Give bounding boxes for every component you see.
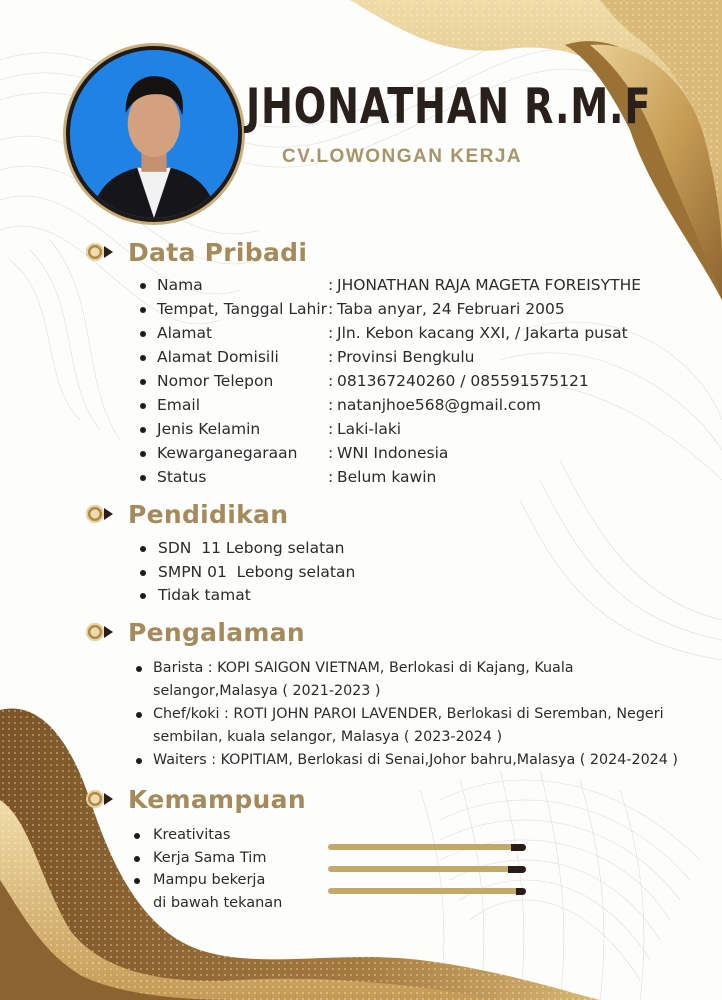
education-item: Tidak tamat [140, 584, 355, 608]
experience-item: Barista : KOPI SAIGON VIETNAM, Berlokasi di Kajang, Kuala selangor,Malasya ( 2021-2023 ) [136, 657, 593, 703]
bullet-icon [134, 856, 140, 862]
experience-list [136, 657, 716, 772]
skill-level-bars [328, 844, 526, 910]
profile-photo [66, 46, 242, 222]
bullet-icon [136, 712, 142, 718]
bullet-icon [140, 307, 146, 313]
skill-bar [328, 866, 526, 872]
education-item: SMPN 01 Lebong selatan [140, 561, 355, 585]
gold-ring-arrow-icon [84, 620, 120, 646]
bullet-icon [140, 283, 146, 289]
section-heading-experience: Pengalaman [84, 618, 305, 647]
gold-ring-arrow-icon [84, 787, 120, 813]
skill-item: Mampu bekerja di bawah tekanan [134, 869, 283, 914]
section-heading-personal: Data Pribadi [84, 238, 307, 267]
section-heading-skills: Kemampuan [84, 785, 306, 814]
applicant-name: JHONATHAN R.M.F [246, 78, 652, 135]
bullet-icon [134, 878, 140, 884]
education-item: SDN 11 Lebong selatan [140, 537, 355, 561]
bullet-icon [140, 427, 146, 433]
cv-subtitle: CV.LOWONGAN KERJA [282, 146, 523, 167]
section-heading-education: Pendidikan [84, 500, 288, 529]
bullet-icon [140, 593, 146, 599]
skill-item: Kerja Sama Tim [134, 847, 294, 870]
bullet-icon [140, 355, 146, 361]
skills-list [134, 824, 294, 914]
skill-bar-cap [516, 888, 526, 895]
experience-item: Chef/koki : ROTI JOHN PAROI LAVENDER, Berlokasi di Seremban, Negeri sembilan, kuala selangor, Malasya ( 2023-2024 ) [136, 703, 688, 749]
bullet-icon [134, 833, 140, 839]
bullet-icon [140, 546, 146, 552]
bullet-icon [136, 666, 142, 672]
skill-bar-cap [511, 844, 526, 851]
bullet-icon [140, 331, 146, 337]
gold-ring-arrow-icon [84, 240, 120, 266]
person-avatar-icon [70, 50, 238, 218]
bullet-icon [140, 451, 146, 457]
skill-item: Kreativitas [134, 824, 294, 847]
cv-page: JHONATHAN R.M.F CV.LOWONGAN KERJA Data Pribadi Nama : JHONATHAN RAJA MAGETA FOREISYTHE Tempat, Tanggal Lahir : Taba anyar, 24 Februari 2005 Alamat : Jln. Kebon kacang XXI, / Jakarta pusat Alamat Domisili : Provinsi Bengkulu Nomor Telepon : 081367240260 / 085591575121 Email : natanjhoe568@gmail.com Jenis Kelamin : Laki-laki Kewarganegaraan : WNI Indonesia Status : Belum kawin Pendidikan SDN 11 Lebong selatan SMPN 01 Lebong selatan Tidak tamat Pengalaman Barista : KOPI SAIGON VIETNAM, Berlokasi di Kajang, Kuala selangor,Malasya ( 2021-2023 ) Chef/koki : ROTI JOHN PAROI LAVENDER, Berlokasi di Seremban, Negeri sembilan, kuala selangor, Malasya ( 2023-2024 ) Waiters : KOPITIAM, Berlokasi di Senai,Johor bahru,Malasya ( 2024-2024 ) Kemampuan Kreativitas Kerja Sama Tim Mampu bekerja di bawah tekanan [0, 0, 722, 1000]
bullet-icon [140, 570, 146, 576]
skill-bar [328, 888, 526, 894]
skill-bar-cap [508, 866, 526, 873]
gold-ring-arrow-icon [84, 502, 120, 528]
bullet-icon [136, 758, 142, 764]
experience-item: Waiters : KOPITIAM, Berlokasi di Senai,Johor bahru,Malasya ( 2024-2024 ) [136, 749, 716, 772]
skill-bar [328, 844, 526, 850]
bullet-icon [140, 379, 146, 385]
education-list [140, 537, 355, 608]
bullet-icon [140, 475, 146, 481]
bullet-icon [140, 403, 146, 409]
